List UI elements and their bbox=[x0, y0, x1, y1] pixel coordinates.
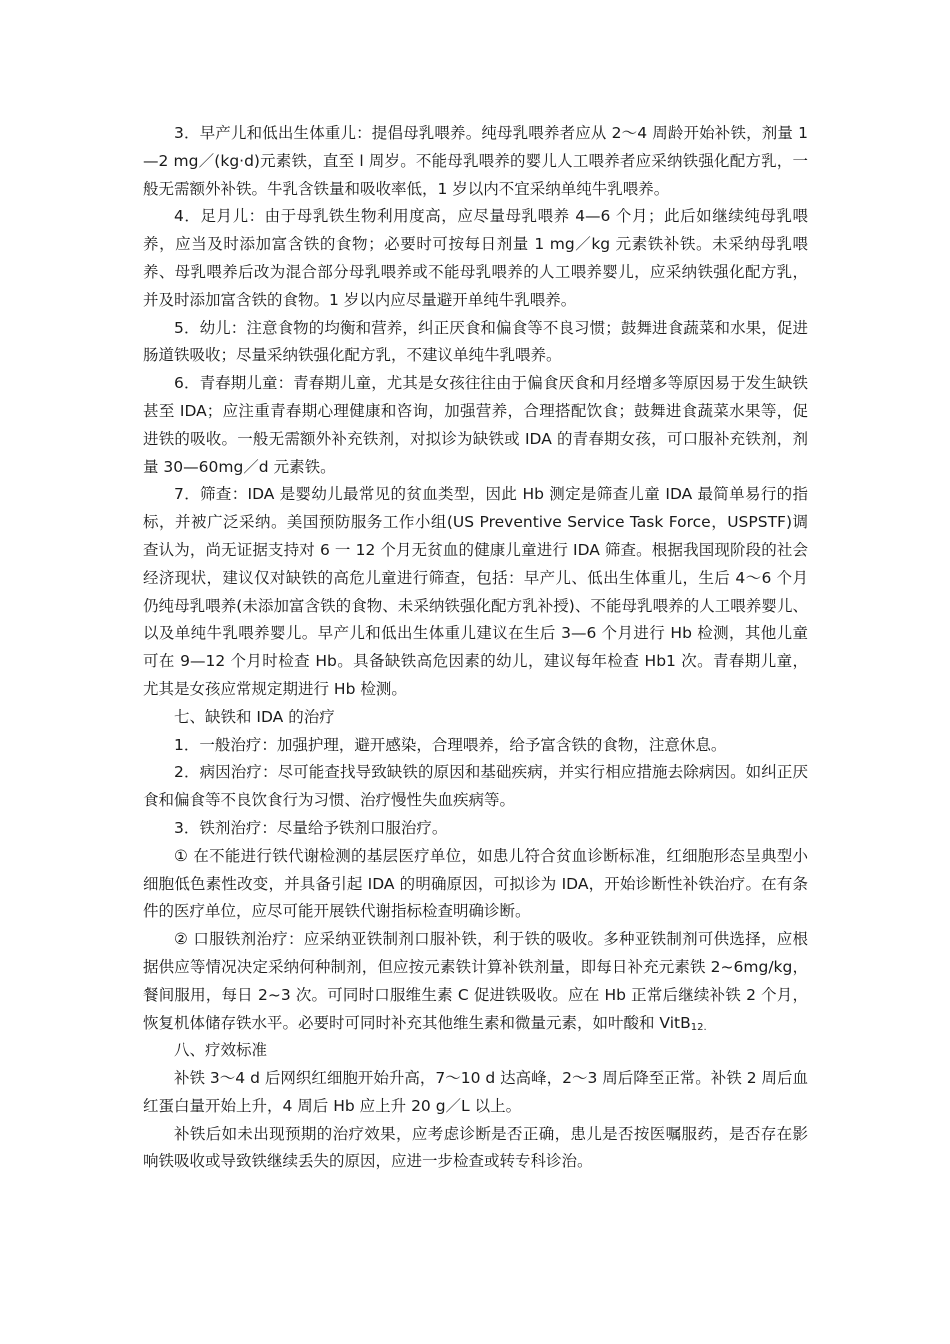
paragraph-iron-therapy: 3．铁剂治疗：尽量给予铁剂口服治疗。 bbox=[174, 818, 448, 837]
paragraph-screening: 7．筛查：IDA 是婴幼儿最常见的贫血类型，因此 Hb 测定是筛查儿童 IDA 最简单易行的指标，并被广泛采纳。美国预防服务工作小组(US Preventive Service Task Force，USPSTF)调查认为，尚无证据支持对 6 一 12 个月无贫血的健康儿童进行 IDA 筛查。根据我国现阶段的社会经济现状，建议仅对缺铁的高危儿童进行筛查，包括：早产儿、低出生体重儿，生后 4～6 个月仍纯母乳喂养(未添加富含铁的食物、未采纳铁强化配方乳补授)、不能母乳喂养的人工喂养婴儿、以及单纯牛乳喂养婴儿。早产儿和低出生体重儿建议在生后 3—6 个月进行 Hb 检测，其他儿童可在 9—12 个月时检查 Hb。具备缺铁高危因素的幼儿，建议每年检查 Hb1 次。青春期儿童，尤其是女孩应常规定期进行 Hb 检测。 bbox=[143, 485, 808, 698]
paragraph-efficacy-timeline: 补铁 3～4 d 后网织红细胞开始升高，7～10 d 达高峰，2～3 周后降至正常。补铁 2 周后血红蛋白量开始上升，4 周后 Hb 应上升 20 g／L 以上。 bbox=[143, 1069, 808, 1115]
oral-iron-text: ② 口服铁剂治疗：应采纳亚铁制剂口服补铁，利于铁的吸收。多种亚铁制剂可供选择，应根据供应等情况决定采纳何种制剂，但应按元素铁计算补铁剂量，即每日补充元素铁 2~6mg/kg，餐间服用，每日 2~3 次。可同时口服维生素 C 促进铁吸收。应在 Hb 正常后继续补铁 2 个月，恢复机体储存铁水平。必要时可同时补充其他维生素和微量元素，如叶酸和 VitB bbox=[143, 930, 808, 1032]
section-heading-efficacy: 八、疗效标准 bbox=[174, 1041, 268, 1060]
paragraph-basic-units: ① 在不能进行铁代谢检测的基层医疗单位，如患儿符合贫血诊断标准，红细胞形态呈典型小细胞低色素性改变，并具备引起 IDA 的明确原因，可拟诊为 IDA，开始诊断性补铁治疗。在有条件的医疗单位，应尽可能开展铁代谢指标检查明确诊断。 bbox=[143, 846, 808, 921]
paragraph-general-treatment: 1．一般治疗：加强护理，避开感染，合理喂养，给予富含铁的食物，注意休息。 bbox=[174, 735, 727, 754]
section-heading-treatment: 七、缺铁和 IDA 的治疗 bbox=[174, 707, 335, 726]
vitamin-subscript: 12. bbox=[690, 1021, 707, 1033]
paragraph-term-infants: 4．足月儿：由于母乳铁生物利用度高，应尽量母乳喂养 4—6 个月；此后如继续纯母乳喂养，应当及时添加富含铁的食物；必要时可按每日剂量 1 mg／kg 元素铁补铁。未采纳母乳喂养、母乳喂养后改为混合部分母乳喂养或不能母乳喂养的人工喂养婴儿，应采纳铁强化配方乳，并及时添加富含铁的食物。1 岁以内应尽量避开单纯牛乳喂养。 bbox=[143, 207, 808, 309]
paragraph-oral-iron bbox=[143, 926, 808, 1037]
document-page bbox=[143, 120, 808, 1176]
paragraph-etiology-treatment: 2．病因治疗：尽可能查找导致缺铁的原因和基础疾病，并实行相应措施去除病因。如纠正厌食和偏食等不良饮食行为习惯、治疗慢性失血疾病等。 bbox=[143, 763, 808, 810]
paragraph-toddlers: 5．幼儿：注意食物的均衡和营养，纠正厌食和偏食等不良习惯；鼓舞进食蔬菜和水果，促进肠道铁吸收；尽量采纳铁强化配方乳，不建议单纯牛乳喂养。 bbox=[143, 318, 808, 365]
paragraph-preterm-infants: 3．早产儿和低出生体重儿：提倡母乳喂养。纯母乳喂养者应从 2～4 周龄开始补铁，剂量 1—2 mg／(kg·d)元素铁，直至 l 周岁。不能母乳喂养的婴儿人工喂养者应采纳铁强化配方乳，一般无需额外补铁。牛乳含铁量和吸收率低，1 岁以内不宜采纳单纯牛乳喂养。 bbox=[143, 124, 808, 198]
paragraph-no-response: 补铁后如未出现预期的治疗效果，应考虑诊断是否正确，患儿是否按医嘱服药，是否存在影响铁吸收或导致铁继续丢失的原因，应进一步检查或转专科诊治。 bbox=[143, 1124, 808, 1171]
paragraph-adolescents: 6．青春期儿童：青春期儿童，尤其是女孩往往由于偏食厌食和月经增多等原因易于发生缺铁甚至 IDA；应注重青春期心理健康和咨询，加强营养，合理搭配饮食；鼓舞进食蔬菜水果等，促进铁的吸收。一般无需额外补充铁剂，对拟诊为缺铁或 IDA 的青春期女孩，可口服补充铁剂，剂量 30—60mg／d 元素铁。 bbox=[143, 374, 808, 476]
